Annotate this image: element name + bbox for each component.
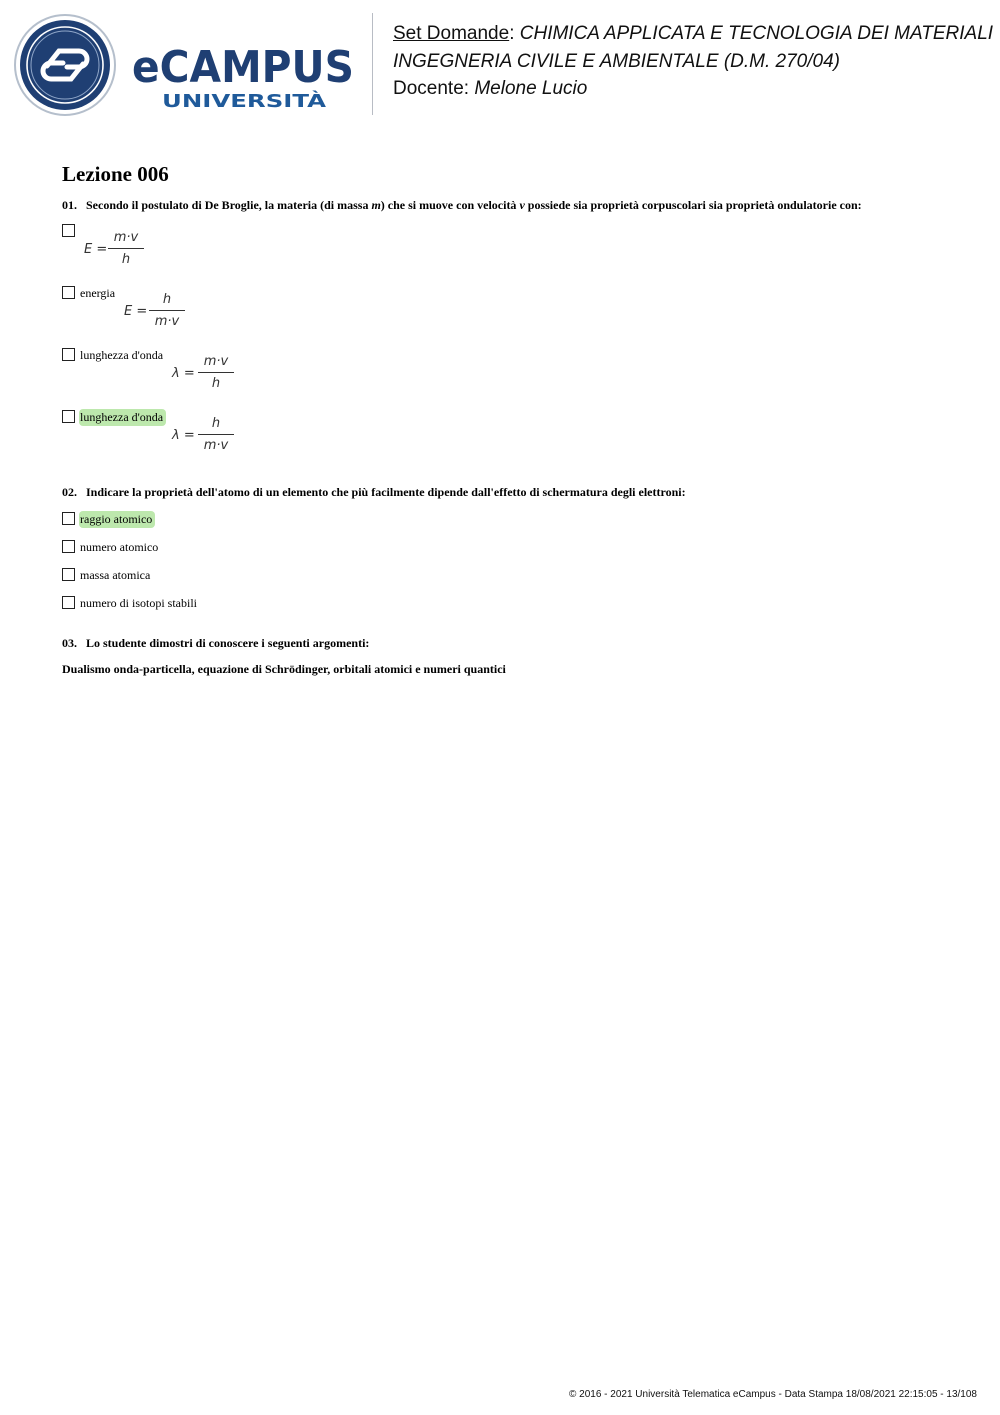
formula-lhs: E = bbox=[124, 304, 148, 319]
teacher-label: Docente: bbox=[393, 78, 475, 99]
set-label: Set Domande bbox=[393, 23, 510, 44]
formula-denominator: m·v bbox=[203, 438, 229, 453]
option-label: numero atomico bbox=[80, 540, 159, 554]
question-3 bbox=[62, 636, 369, 651]
logo-subtitle-text: UNIVERSITÀ bbox=[162, 91, 283, 112]
fraction-bar bbox=[198, 372, 234, 373]
logo-emblem-icon bbox=[15, 15, 115, 115]
velocity-variable: v bbox=[519, 198, 525, 212]
question-2 bbox=[62, 485, 686, 500]
option-label-highlighted: raggio atomico bbox=[79, 511, 155, 528]
fraction-bar bbox=[149, 310, 185, 311]
question-text: Lo studente dimostri di conoscere i seguenti argomenti: bbox=[86, 636, 370, 650]
question-1 bbox=[62, 198, 862, 213]
question-text: possiede sia proprietà corpuscolari sia proprietà ondulatorie con: bbox=[524, 198, 862, 212]
document-header bbox=[393, 20, 993, 103]
question-number: 01. bbox=[62, 198, 77, 212]
question-text: Indicare la proprietà dell'atomo di un elemento che più facilmente dipende dall'effetto di schermatura degli elettroni: bbox=[86, 485, 686, 499]
answer-checkbox[interactable] bbox=[62, 286, 75, 299]
course-degree: INGEGNERIA CIVILE E AMBIENTALE (D.M. 270/04) bbox=[393, 50, 840, 72]
question-number: 03. bbox=[62, 636, 77, 650]
teacher-name: Melone Lucio bbox=[474, 78, 588, 99]
formula-numerator: m·v bbox=[203, 354, 229, 369]
formula-denominator: h bbox=[121, 252, 131, 267]
formula-denominator: m·v bbox=[154, 314, 180, 329]
formula-lhs: λ = bbox=[172, 366, 195, 381]
header-divider bbox=[372, 13, 373, 115]
option-label: energia bbox=[80, 286, 116, 300]
option-label: lunghezza d'onda bbox=[80, 348, 164, 362]
formula-numerator: h bbox=[162, 292, 172, 307]
topics-list: Dualismo onda-particella, equazione di Schrödinger, orbitali atomici e numeri quantici bbox=[62, 662, 506, 676]
question-text: ) che si muove con velocità bbox=[380, 198, 520, 212]
formula-numerator: h bbox=[211, 416, 221, 431]
mass-variable: m bbox=[371, 198, 381, 212]
answer-checkbox[interactable] bbox=[62, 512, 75, 525]
ecampus-logo bbox=[14, 14, 359, 116]
fraction-bar bbox=[198, 434, 234, 435]
fraction-bar bbox=[108, 248, 144, 249]
answer-checkbox[interactable] bbox=[62, 568, 75, 581]
lesson-title: Lezione 006 bbox=[62, 162, 169, 186]
answer-checkbox[interactable] bbox=[62, 224, 75, 237]
page-footer: © 2016 - 2021 Università Telematica eCampus - Data Stampa 18/08/2021 22:15:05 - 13/108 bbox=[569, 1389, 977, 1400]
option-label: massa atomica bbox=[80, 568, 151, 582]
formula-lhs: E = bbox=[84, 242, 108, 257]
header-line-3 bbox=[393, 75, 993, 103]
answer-checkbox[interactable] bbox=[62, 348, 75, 361]
answer-checkbox[interactable] bbox=[62, 596, 75, 609]
option-label-highlighted: lunghezza d'onda bbox=[79, 409, 166, 426]
header-line-2 bbox=[393, 48, 993, 76]
set-separator: : bbox=[509, 23, 520, 44]
option-label: numero di isotopi stabili bbox=[80, 596, 197, 610]
question-text: Secondo il postulato di De Broglie, la materia (di massa bbox=[86, 198, 372, 212]
course-title: CHIMICA APPLICATA E TECNOLOGIA DEI MATERIALI bbox=[519, 23, 994, 44]
logo-brand-text: eCAMPUS bbox=[132, 42, 354, 93]
header-line-1 bbox=[393, 20, 993, 48]
answer-checkbox[interactable] bbox=[62, 540, 75, 553]
formula-numerator: m·v bbox=[113, 230, 139, 245]
question-number: 02. bbox=[62, 485, 77, 499]
formula-denominator: h bbox=[211, 376, 221, 391]
formula-lhs: λ = bbox=[172, 428, 195, 443]
answer-checkbox[interactable] bbox=[62, 410, 75, 423]
